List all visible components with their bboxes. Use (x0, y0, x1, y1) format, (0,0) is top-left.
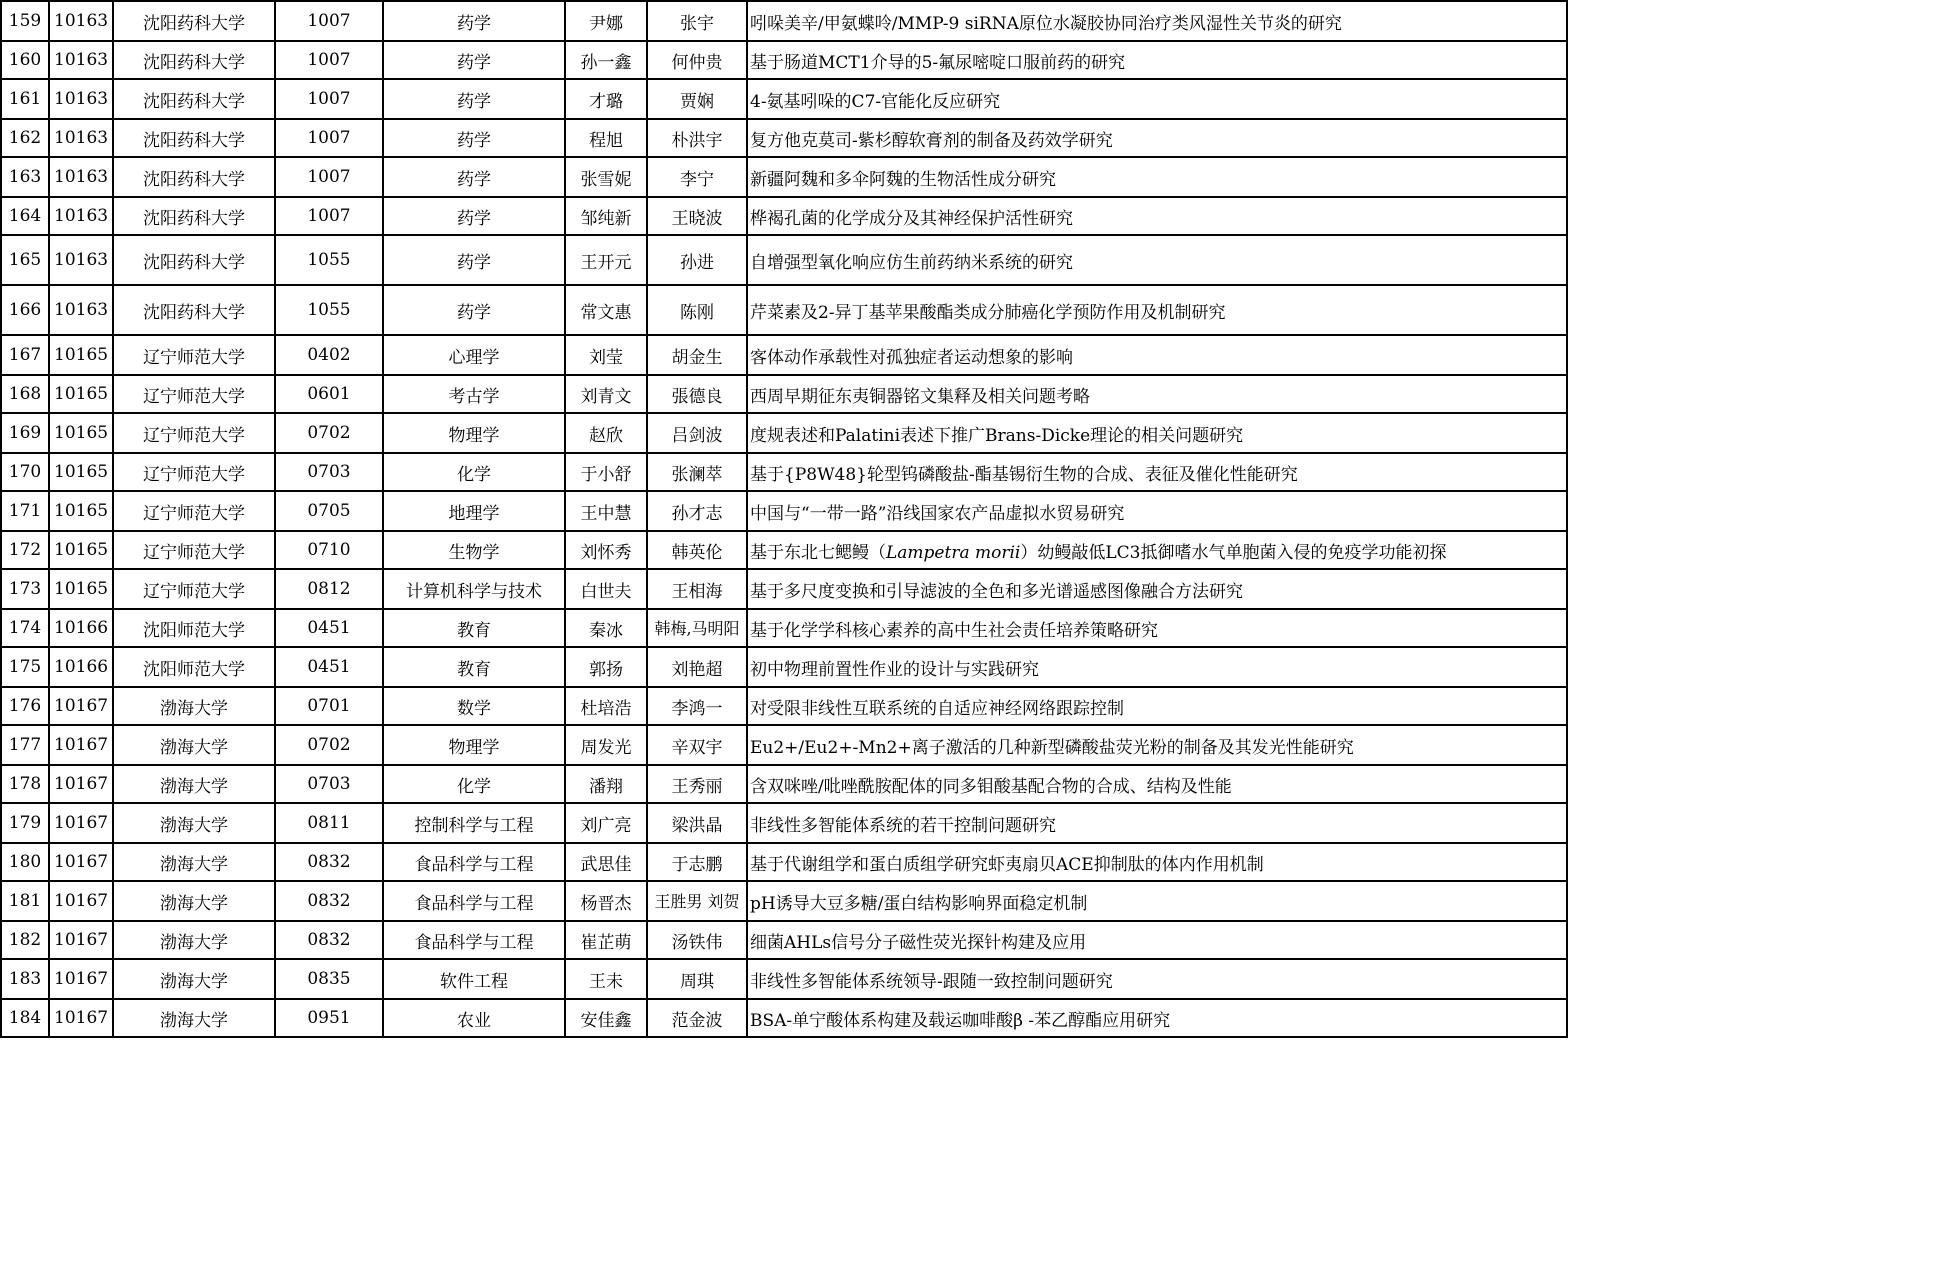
row-number-cell: 173 (1, 569, 49, 609)
thesis-title-cell: 吲哚美辛/甲氨蝶呤/MMP-9 siRNA原位水凝胶协同治疗类风湿性关节炎的研究 (747, 1, 1567, 41)
advisor-name-cell: 王秀丽 (647, 765, 747, 803)
student-name-cell: 杨晋杰 (565, 881, 647, 921)
student-name-cell: 武思佳 (565, 843, 647, 881)
table-row (1, 999, 1567, 1037)
student-name-cell: 孙一鑫 (565, 41, 647, 79)
row-number-cell: 184 (1, 999, 49, 1037)
row-number-cell: 167 (1, 335, 49, 375)
thesis-title-cell: 非线性多智能体系统的若干控制问题研究 (747, 803, 1567, 843)
school-name-cell: 沈阳药科大学 (113, 285, 275, 335)
school-code-cell: 10165 (49, 413, 113, 453)
advisor-name-cell: 王晓波 (647, 197, 747, 235)
subject-name-cell: 生物学 (383, 531, 565, 569)
row-number-cell: 181 (1, 881, 49, 921)
row-number-cell: 182 (1, 921, 49, 959)
subject-name-cell: 药学 (383, 157, 565, 197)
row-number-cell: 162 (1, 119, 49, 157)
subject-name-cell: 药学 (383, 119, 565, 157)
school-code-cell: 10163 (49, 197, 113, 235)
school-name-cell: 辽宁师范大学 (113, 453, 275, 491)
subject-code-cell: 0601 (275, 375, 383, 413)
subject-code-cell: 0703 (275, 765, 383, 803)
thesis-title-cell: 初中物理前置性作业的设计与实践研究 (747, 647, 1567, 687)
school-name-cell: 辽宁师范大学 (113, 413, 275, 453)
school-code-cell: 10167 (49, 687, 113, 725)
school-name-cell: 辽宁师范大学 (113, 335, 275, 375)
school-name-cell: 辽宁师范大学 (113, 375, 275, 413)
table-row (1, 335, 1567, 375)
subject-code-cell: 0451 (275, 609, 383, 647)
row-number-cell: 183 (1, 959, 49, 999)
subject-name-cell: 考古学 (383, 375, 565, 413)
school-code-cell: 10167 (49, 765, 113, 803)
subject-name-cell: 药学 (383, 79, 565, 119)
subject-name-cell: 软件工程 (383, 959, 565, 999)
school-name-cell: 辽宁师范大学 (113, 491, 275, 531)
school-name-cell: 沈阳师范大学 (113, 609, 275, 647)
subject-code-cell: 1007 (275, 1, 383, 41)
subject-name-cell: 药学 (383, 1, 565, 41)
subject-code-cell: 0402 (275, 335, 383, 375)
table-row (1, 803, 1567, 843)
school-name-cell: 辽宁师范大学 (113, 569, 275, 609)
table-row (1, 491, 1567, 531)
school-code-cell: 10163 (49, 1, 113, 41)
school-name-cell: 辽宁师范大学 (113, 531, 275, 569)
subject-code-cell: 0703 (275, 453, 383, 491)
row-number-cell: 166 (1, 285, 49, 335)
advisor-name-cell: 张澜萃 (647, 453, 747, 491)
thesis-title-cell: 基于肠道MCT1介导的5-氟尿嘧啶口服前药的研究 (747, 41, 1567, 79)
advisor-name-cell: 孙才志 (647, 491, 747, 531)
thesis-title-cell: 桦褐孔菌的化学成分及其神经保护活性研究 (747, 197, 1567, 235)
advisor-name-cell: 胡金生 (647, 335, 747, 375)
subject-code-cell: 0705 (275, 491, 383, 531)
subject-code-cell: 1055 (275, 285, 383, 335)
subject-code-cell: 0710 (275, 531, 383, 569)
subject-code-cell: 0702 (275, 413, 383, 453)
student-name-cell: 邹纯新 (565, 197, 647, 235)
school-name-cell: 沈阳药科大学 (113, 1, 275, 41)
table-row (1, 881, 1567, 921)
school-name-cell: 沈阳师范大学 (113, 647, 275, 687)
row-number-cell: 164 (1, 197, 49, 235)
school-code-cell: 10165 (49, 453, 113, 491)
thesis-title-cell: 非线性多智能体系统领导-跟随一致控制问题研究 (747, 959, 1567, 999)
school-code-cell: 10163 (49, 79, 113, 119)
school-code-cell: 10165 (49, 531, 113, 569)
table-row (1, 647, 1567, 687)
subject-name-cell: 药学 (383, 41, 565, 79)
row-number-cell: 170 (1, 453, 49, 491)
subject-name-cell: 化学 (383, 765, 565, 803)
student-name-cell: 于小舒 (565, 453, 647, 491)
table-row (1, 375, 1567, 413)
advisor-name-cell: 韩梅,马明阳 (647, 609, 747, 647)
subject-code-cell: 1007 (275, 119, 383, 157)
table-row (1, 197, 1567, 235)
thesis-title-cell (747, 531, 1567, 569)
school-name-cell: 渤海大学 (113, 999, 275, 1037)
advisor-name-cell: 辛双宇 (647, 725, 747, 765)
advisor-name-cell: 朴洪宇 (647, 119, 747, 157)
student-name-cell: 刘怀秀 (565, 531, 647, 569)
advisor-name-cell: 李鸿一 (647, 687, 747, 725)
school-code-cell: 10167 (49, 725, 113, 765)
thesis-title-cell: BSA-单宁酸体系构建及载运咖啡酸β -苯乙醇酯应用研究 (747, 999, 1567, 1037)
table-body (1, 1, 1567, 1037)
student-name-cell: 杜培浩 (565, 687, 647, 725)
student-name-cell: 刘莹 (565, 335, 647, 375)
school-name-cell: 沈阳药科大学 (113, 41, 275, 79)
table-row (1, 413, 1567, 453)
table-row (1, 119, 1567, 157)
advisor-name-cell: 范金波 (647, 999, 747, 1037)
thesis-title-cell: 新疆阿魏和多伞阿魏的生物活性成分研究 (747, 157, 1567, 197)
thesis-title-cell: 芹菜素及2-异丁基苹果酸酯类成分肺癌化学预防作用及机制研究 (747, 285, 1567, 335)
advisor-name-cell: 李宁 (647, 157, 747, 197)
thesis-title-cell: 复方他克莫司-紫杉醇软膏剂的制备及药效学研究 (747, 119, 1567, 157)
student-name-cell: 常文惠 (565, 285, 647, 335)
advisor-name-cell: 韩英伦 (647, 531, 747, 569)
subject-name-cell: 数学 (383, 687, 565, 725)
row-number-cell: 178 (1, 765, 49, 803)
row-number-cell: 180 (1, 843, 49, 881)
subject-code-cell: 0812 (275, 569, 383, 609)
thesis-title-part: 基于东北七鳃鳗（ (750, 542, 886, 563)
row-number-cell: 174 (1, 609, 49, 647)
subject-code-cell: 0701 (275, 687, 383, 725)
school-name-cell: 沈阳药科大学 (113, 235, 275, 285)
thesis-title-cell: 客体动作承载性对孤独症者运动想象的影响 (747, 335, 1567, 375)
school-name-cell: 渤海大学 (113, 843, 275, 881)
school-code-cell: 10166 (49, 609, 113, 647)
subject-code-cell: 0451 (275, 647, 383, 687)
advisor-name-cell: 王胜男 刘贺 (647, 881, 747, 921)
student-name-cell: 周发光 (565, 725, 647, 765)
advisor-name-cell: 陈刚 (647, 285, 747, 335)
school-code-cell: 10167 (49, 843, 113, 881)
subject-name-cell: 教育 (383, 609, 565, 647)
school-name-cell: 沈阳药科大学 (113, 79, 275, 119)
student-name-cell: 才璐 (565, 79, 647, 119)
school-code-cell: 10167 (49, 959, 113, 999)
subject-name-cell: 药学 (383, 235, 565, 285)
species-name: Lampetra morii (886, 542, 1021, 563)
school-code-cell: 10163 (49, 119, 113, 157)
advisor-name-cell: 孙进 (647, 235, 747, 285)
thesis-title-cell: 细菌AHLs信号分子磁性荧光探针构建及应用 (747, 921, 1567, 959)
school-code-cell: 10167 (49, 999, 113, 1037)
subject-name-cell: 食品科学与工程 (383, 843, 565, 881)
subject-name-cell: 控制科学与工程 (383, 803, 565, 843)
row-number-cell: 176 (1, 687, 49, 725)
thesis-title-part: ）幼鳗敲低LC3抵御嗜水气单胞菌入侵的免疫学功能初探 (1020, 542, 1447, 563)
subject-code-cell: 0832 (275, 881, 383, 921)
table-row (1, 41, 1567, 79)
subject-name-cell: 化学 (383, 453, 565, 491)
school-code-cell: 10163 (49, 157, 113, 197)
school-name-cell: 渤海大学 (113, 765, 275, 803)
advisor-name-cell: 吕剑波 (647, 413, 747, 453)
school-code-cell: 10166 (49, 647, 113, 687)
student-name-cell: 潘翔 (565, 765, 647, 803)
row-number-cell: 163 (1, 157, 49, 197)
subject-name-cell: 物理学 (383, 725, 565, 765)
table-row (1, 609, 1567, 647)
subject-code-cell: 1055 (275, 235, 383, 285)
table-row (1, 453, 1567, 491)
subject-code-cell: 1007 (275, 41, 383, 79)
advisor-name-cell: 张宇 (647, 1, 747, 41)
school-name-cell: 渤海大学 (113, 881, 275, 921)
thesis-title-cell: 自增强型氧化响应仿生前药纳米系统的研究 (747, 235, 1567, 285)
subject-code-cell: 0811 (275, 803, 383, 843)
row-number-cell: 172 (1, 531, 49, 569)
advisor-name-cell: 王相海 (647, 569, 747, 609)
student-name-cell: 秦冰 (565, 609, 647, 647)
subject-code-cell: 0951 (275, 999, 383, 1037)
thesis-title-cell: 西周早期征东夷铜器铭文集释及相关问题考略 (747, 375, 1567, 413)
school-code-cell: 10165 (49, 375, 113, 413)
table-row (1, 921, 1567, 959)
student-name-cell: 张雪妮 (565, 157, 647, 197)
advisor-name-cell: 何仲贵 (647, 41, 747, 79)
school-code-cell: 10163 (49, 235, 113, 285)
school-name-cell: 沈阳药科大学 (113, 119, 275, 157)
subject-code-cell: 0702 (275, 725, 383, 765)
subject-code-cell: 1007 (275, 197, 383, 235)
table-row (1, 569, 1567, 609)
row-number-cell: 175 (1, 647, 49, 687)
school-name-cell: 渤海大学 (113, 921, 275, 959)
advisor-name-cell: 周琪 (647, 959, 747, 999)
subject-name-cell: 心理学 (383, 335, 565, 375)
advisor-name-cell: 梁洪晶 (647, 803, 747, 843)
advisor-name-cell: 張德良 (647, 375, 747, 413)
table-row (1, 959, 1567, 999)
student-name-cell: 安佳鑫 (565, 999, 647, 1037)
thesis-title-cell: 基于{P8W48}轮型钨磷酸盐-酯基锡衍生物的合成、表征及催化性能研究 (747, 453, 1567, 491)
subject-code-cell: 1007 (275, 79, 383, 119)
subject-name-cell: 农业 (383, 999, 565, 1037)
school-code-cell: 10167 (49, 921, 113, 959)
thesis-title-cell: 含双咪唑/吡唑酰胺配体的同多钼酸基配合物的合成、结构及性能 (747, 765, 1567, 803)
student-name-cell: 刘广亮 (565, 803, 647, 843)
row-number-cell: 159 (1, 1, 49, 41)
thesis-title-cell: 基于代谢组学和蛋白质组学研究虾夷扇贝ACE抑制肽的体内作用机制 (747, 843, 1567, 881)
school-name-cell: 沈阳药科大学 (113, 197, 275, 235)
student-name-cell: 程旭 (565, 119, 647, 157)
thesis-title-cell: 基于多尺度变换和引导滤波的全色和多光谱遥感图像融合方法研究 (747, 569, 1567, 609)
thesis-title-cell: 4-氨基吲哚的C7-官能化反应研究 (747, 79, 1567, 119)
thesis-title-cell: 基于化学学科核心素养的高中生社会责任培养策略研究 (747, 609, 1567, 647)
school-code-cell: 10165 (49, 569, 113, 609)
table-row (1, 765, 1567, 803)
subject-name-cell: 食品科学与工程 (383, 921, 565, 959)
thesis-title-cell: pH诱导大豆多糖/蛋白结构影响界面稳定机制 (747, 881, 1567, 921)
school-code-cell: 10167 (49, 881, 113, 921)
table-row (1, 531, 1567, 569)
table-row (1, 725, 1567, 765)
row-number-cell: 171 (1, 491, 49, 531)
school-name-cell: 渤海大学 (113, 687, 275, 725)
subject-name-cell: 地理学 (383, 491, 565, 531)
student-name-cell: 郭扬 (565, 647, 647, 687)
school-code-cell: 10163 (49, 285, 113, 335)
thesis-title-cell: 中国与“一带一路”沿线国家农产品虚拟水贸易研究 (747, 491, 1567, 531)
school-code-cell: 10167 (49, 803, 113, 843)
subject-name-cell: 食品科学与工程 (383, 881, 565, 921)
student-name-cell: 刘青文 (565, 375, 647, 413)
subject-name-cell: 物理学 (383, 413, 565, 453)
school-code-cell: 10163 (49, 41, 113, 79)
school-name-cell: 渤海大学 (113, 803, 275, 843)
row-number-cell: 169 (1, 413, 49, 453)
student-name-cell: 白世夫 (565, 569, 647, 609)
subject-name-cell: 药学 (383, 197, 565, 235)
subject-name-cell: 计算机科学与技术 (383, 569, 565, 609)
table-row (1, 1, 1567, 41)
advisor-name-cell: 汤铁伟 (647, 921, 747, 959)
school-code-cell: 10165 (49, 335, 113, 375)
student-name-cell: 王未 (565, 959, 647, 999)
school-code-cell: 10165 (49, 491, 113, 531)
table-row (1, 843, 1567, 881)
subject-code-cell: 0835 (275, 959, 383, 999)
row-number-cell: 161 (1, 79, 49, 119)
thesis-title-cell: 对受限非线性互联系统的自适应神经网络跟踪控制 (747, 687, 1567, 725)
table-row (1, 157, 1567, 197)
subject-code-cell: 1007 (275, 157, 383, 197)
student-name-cell: 王中慧 (565, 491, 647, 531)
thesis-title-cell: Eu2+/Eu2+-Mn2+离子激活的几种新型磷酸盐荧光粉的制备及其发光性能研究 (747, 725, 1567, 765)
student-name-cell: 王开元 (565, 235, 647, 285)
advisor-name-cell: 于志鹏 (647, 843, 747, 881)
table-row (1, 687, 1567, 725)
thesis-title-cell: 度规表述和Palatini表述下推广Brans-Dicke理论的相关问题研究 (747, 413, 1567, 453)
advisor-name-cell: 贾娴 (647, 79, 747, 119)
school-name-cell: 渤海大学 (113, 959, 275, 999)
subject-code-cell: 0832 (275, 843, 383, 881)
student-name-cell: 崔芷萌 (565, 921, 647, 959)
row-number-cell: 179 (1, 803, 49, 843)
subject-name-cell: 药学 (383, 285, 565, 335)
row-number-cell: 160 (1, 41, 49, 79)
school-name-cell: 沈阳药科大学 (113, 157, 275, 197)
table-row (1, 235, 1567, 285)
student-name-cell: 尹娜 (565, 1, 647, 41)
subject-code-cell: 0832 (275, 921, 383, 959)
student-name-cell: 赵欣 (565, 413, 647, 453)
row-number-cell: 177 (1, 725, 49, 765)
row-number-cell: 165 (1, 235, 49, 285)
table-row (1, 285, 1567, 335)
table-row (1, 79, 1567, 119)
advisor-name-cell: 刘艳超 (647, 647, 747, 687)
row-number-cell: 168 (1, 375, 49, 413)
school-name-cell: 渤海大学 (113, 725, 275, 765)
subject-name-cell: 教育 (383, 647, 565, 687)
